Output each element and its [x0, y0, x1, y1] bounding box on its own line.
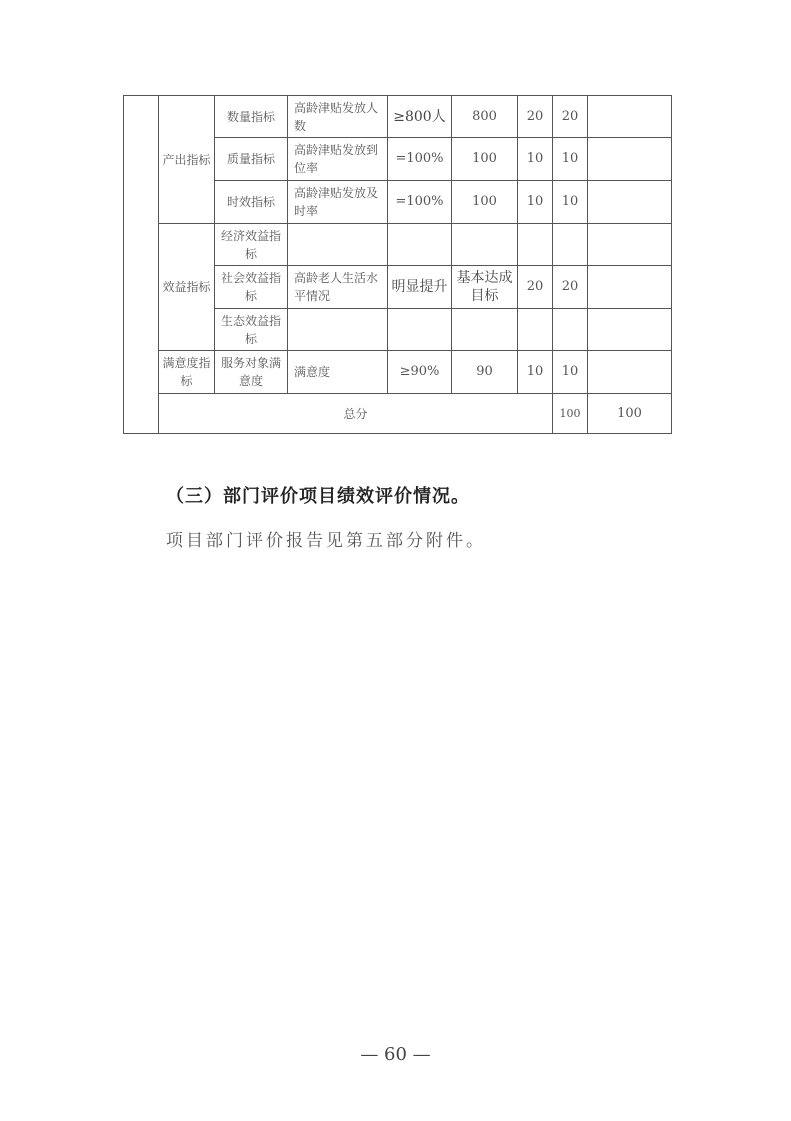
score-cell: 10 — [553, 181, 588, 224]
table-row — [124, 96, 672, 138]
actual-cell: 基本达成目标 — [452, 266, 518, 309]
target-cell: ≥800人 — [388, 96, 452, 138]
score-cell — [553, 309, 588, 351]
item-cell: 高龄津贴发放人数 — [288, 96, 388, 138]
page-number: — 60 — — [360, 1044, 431, 1065]
total-label-cell: 总分 — [159, 394, 553, 434]
target-cell: =100% — [388, 138, 452, 181]
total-weight-cell: 100 — [553, 394, 588, 434]
score-cell: 20 — [553, 96, 588, 138]
weight-cell — [518, 309, 553, 351]
item-cell: 高龄老人生活水平情况 — [288, 266, 388, 309]
total-row — [124, 394, 672, 434]
target-cell: 明显提升 — [388, 266, 452, 309]
item-cell — [288, 224, 388, 266]
weight-cell: 20 — [518, 96, 553, 138]
section-paragraph: 项目部门评价报告见第五部分附件。 — [166, 531, 486, 551]
remark-cell — [588, 224, 672, 266]
weight-cell: 20 — [518, 266, 553, 309]
sub-indicator-cell: 社会效益指标 — [215, 266, 288, 309]
weight-cell: 10 — [518, 351, 553, 394]
section-heading: （三）部门评价项目绩效评价情况。 — [166, 486, 470, 507]
target-cell: =100% — [388, 181, 452, 224]
table-row — [124, 224, 672, 266]
score-cell: 10 — [553, 138, 588, 181]
remark-cell — [588, 266, 672, 309]
target-cell: ≥90% — [388, 351, 452, 394]
actual-cell — [452, 309, 518, 351]
remark-cell — [588, 309, 672, 351]
sub-indicator-cell: 经济效益指标 — [215, 224, 288, 266]
sub-indicator-cell: 质量指标 — [215, 138, 288, 181]
sub-indicator-cell: 数量指标 — [215, 96, 288, 138]
actual-cell: 800 — [452, 96, 518, 138]
actual-cell: 100 — [452, 181, 518, 224]
target-cell — [388, 309, 452, 351]
actual-cell — [452, 224, 518, 266]
weight-cell: 10 — [518, 181, 553, 224]
benefit-category-cell: 效益指标 — [159, 224, 215, 351]
item-cell: 满意度 — [288, 351, 388, 394]
outer-blank-cell — [124, 96, 159, 434]
item-cell: 高龄津贴发放到位率 — [288, 138, 388, 181]
remark-cell — [588, 351, 672, 394]
remark-cell — [588, 181, 672, 224]
actual-cell: 90 — [452, 351, 518, 394]
actual-cell: 100 — [452, 138, 518, 181]
remark-cell — [588, 138, 672, 181]
score-cell: 10 — [553, 351, 588, 394]
total-score-cell: 100 — [588, 394, 672, 434]
sub-indicator-cell: 时效指标 — [215, 181, 288, 224]
score-cell: 20 — [553, 266, 588, 309]
satisfaction-category-cell: 满意度指标 — [159, 351, 215, 394]
score-cell — [553, 224, 588, 266]
item-cell: 高龄津贴发放及时率 — [288, 181, 388, 224]
target-cell — [388, 224, 452, 266]
weight-cell — [518, 224, 553, 266]
remark-cell — [588, 96, 672, 138]
weight-cell: 10 — [518, 138, 553, 181]
sub-indicator-cell: 服务对象满意度 — [215, 351, 288, 394]
output-category-cell: 产出指标 — [159, 96, 215, 224]
item-cell — [288, 309, 388, 351]
performance-table — [123, 95, 672, 434]
table-row — [124, 351, 672, 394]
sub-indicator-cell: 生态效益指标 — [215, 309, 288, 351]
